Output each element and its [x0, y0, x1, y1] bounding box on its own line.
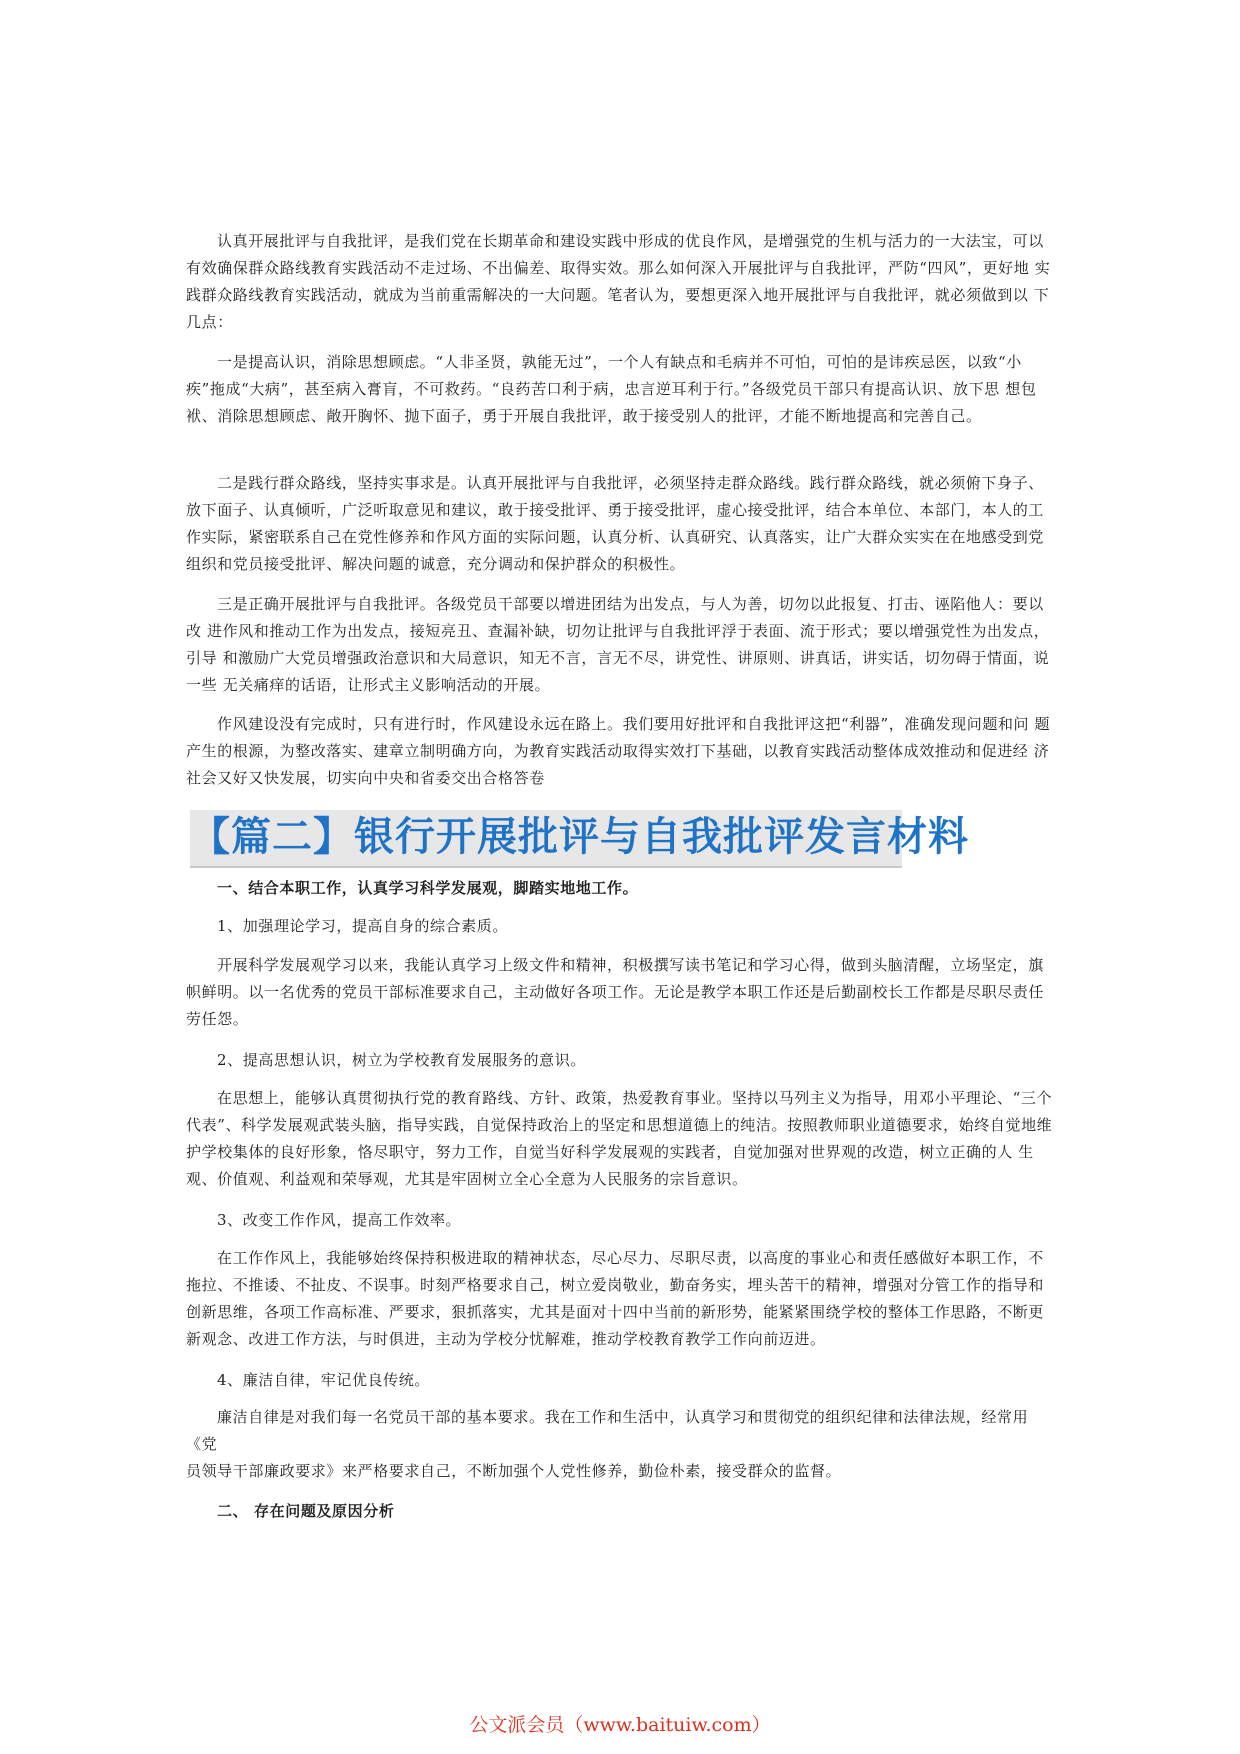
subsection-heading-one: 一、结合本职工作，认真学习科学发展观，脚踏实地地工作。	[217, 879, 639, 897]
footer-watermark: 公文派会员（www.baituiw.com）	[469, 1714, 771, 1736]
item-heading-3: 3、改变工作作风，提高工作效率。	[217, 1211, 462, 1229]
item-paragraph-1: 开展科学发展观学习以来，我能认真学习上级文件和精神，积极撰写读书笔记和学习心得，做到头脑清醒，立场坚定，旗帜鲜明。以一名优秀的党员干部标准要求自己，主动做好各项工作。无论是教学本职工作还是后勤副校长工作都是尽职尽责任 劳任怨。	[186, 956, 1045, 1028]
paragraph-point-two: 二是践行群众路线，坚持实事求是。认真开展批评与自我批评，必须坚持走群众路线。践行群众路线，就必须俯下身子、放下面子、认真倾听，广泛听取意见和建议，敢于接受批评、勇于接受批评，虚心接受批评，结合本单位、本部门，本人的工作实际，紧密联系自己在党性修养和作风方面的实际问题，认真分析、认真研究、认真落实，让广大群众实实在在地感受到党组织和党员接受批评、解决问题的诚意，充分调动和保护群众的积极性。	[186, 474, 1045, 573]
paragraph-point-one: 一是提高认识，消除思想顾虑。“人非圣贤，孰能无过”，一个人有缺点和毛病并不可怕，可怕的是讳疾忌医，以致“小 疾”拖成“大病”，甚至病入膏肓，不可救药。“良药苦口利于病，忠言逆耳利于行。”各级党员干部只有提高认识、放下思 想包袱、消除思想顾虑、敞开胸怀、抛下面子，勇于开展自我批评，敢于接受别人的批评，才能不断地提高和完善自己。	[186, 353, 1037, 425]
item-paragraph-2: 在思想上，能够认真贯彻执行党的教育路线、方针、政策，热爱教育事业。坚持以马列主义为指导，用邓小平理论、“三个代表”、科学发展观武装头脑，指导实践，自觉保持政治上的坚定和思想道德上的纯洁。按照教师职业道德要求，始终自觉地维护学校集体的良好形象，恪尽职守，努力工作，自觉当好科学发展观的实践者，自觉加强对世界观的改造，树立正确的人 生观、价值观、利益观和荣辱观，尤其是牢固树立全心全意为人民服务的宗旨意识。	[186, 1089, 1053, 1188]
item-paragraph-3: 在工作作风上，我能够始终保持积极进取的精神状态，尽心尽力、尽职尽责，以高度的事业心和责任感做好本职工作，不拖拉、不推诿、不扯皮、不误事。时刻严格要求自己，树立爱岗敬业，勤奋务实，埋头苦干的精神，增强对分管工作的指导和创新思维，各项工作高标准、严要求，狠抓落实，尤其是面对十四中当前的新形势，能紧紧围绕学校的整体工作思路，不断更新观念、改进工作方法，与时俱进，主动为学校分忧解难，推动学校教育教学工作向前迈进。	[186, 1249, 1045, 1348]
item-paragraph-4b: 员领导干部廉政要求》来严格要求自己，不断加强个人党性修养，勤俭朴素，接受群众的监督。	[186, 1462, 842, 1480]
section-heading: 【篇二】银行开展批评与自我批评发言材料	[190, 814, 969, 860]
item-heading-2: 2、提高思想认识，树立为学校教育发展服务的意识。	[217, 1051, 586, 1069]
paragraph-conclusion: 作风建设没有完成时，只有进行时，作风建设永远在路上。我们要用好批评和自我批评这把“利器”，准确发现问题和问 题产生的根源，为整改落实、建章立制明确方向，为教育实践活动取得实效打下基础，以教育实践活动整体成效推动和促进经 济社会又好又快发展，切实向中央和省委交出合格答卷	[186, 715, 1051, 787]
item-heading-4: 4、廉洁自律，牢记优良传统。	[217, 1371, 430, 1389]
item-heading-1: 1、加强理论学习，提高自身的综合素质。	[217, 917, 508, 935]
paragraph-point-three: 三是正确开展批评与自我批评。各级党员干部要以增进团结为出发点，与人为善，切勿以此报复、打击、诬陷他人：要以改 进作风和推动工作为出发点，接短亮丑、查漏补缺，切勿让批评与自我批评浮于表面、流于形式；要以增强党性为出发点，引导 和激励广大党员增强政治意识和大局意识，知无不言，言无不尽，讲党性、讲原则、讲真话，讲实话，切勿碍于情面，说一些 无关痛痒的话语，让形式主义影响活动的开展。	[186, 595, 1050, 694]
item-paragraph-4a: 廉洁自律是对我们每一名党员干部的基本要求。我在工作和生活中，认真学习和贯彻党的组织纪律和法律法规，经常用《党	[186, 1408, 1029, 1453]
paragraph-intro: 认真开展批评与自我批评，是我们党在长期革命和建设实践中形成的优良作风，是增强党的生机与活力的一大法宝，可以有效确保群众路线教育实践活动不走过场、不出偏差、取得实效。那么如何深入开展批评与自我批评，严防“四风”，更好地 实践群众路线教育实践活动，就成为当前重需解决的一大问题。笔者认为，要想更深入地开展批评与自我批评，就必须做到以 下几点：	[186, 232, 1051, 331]
subsection-heading-two: 二、 存在问题及原因分析	[217, 1502, 395, 1520]
